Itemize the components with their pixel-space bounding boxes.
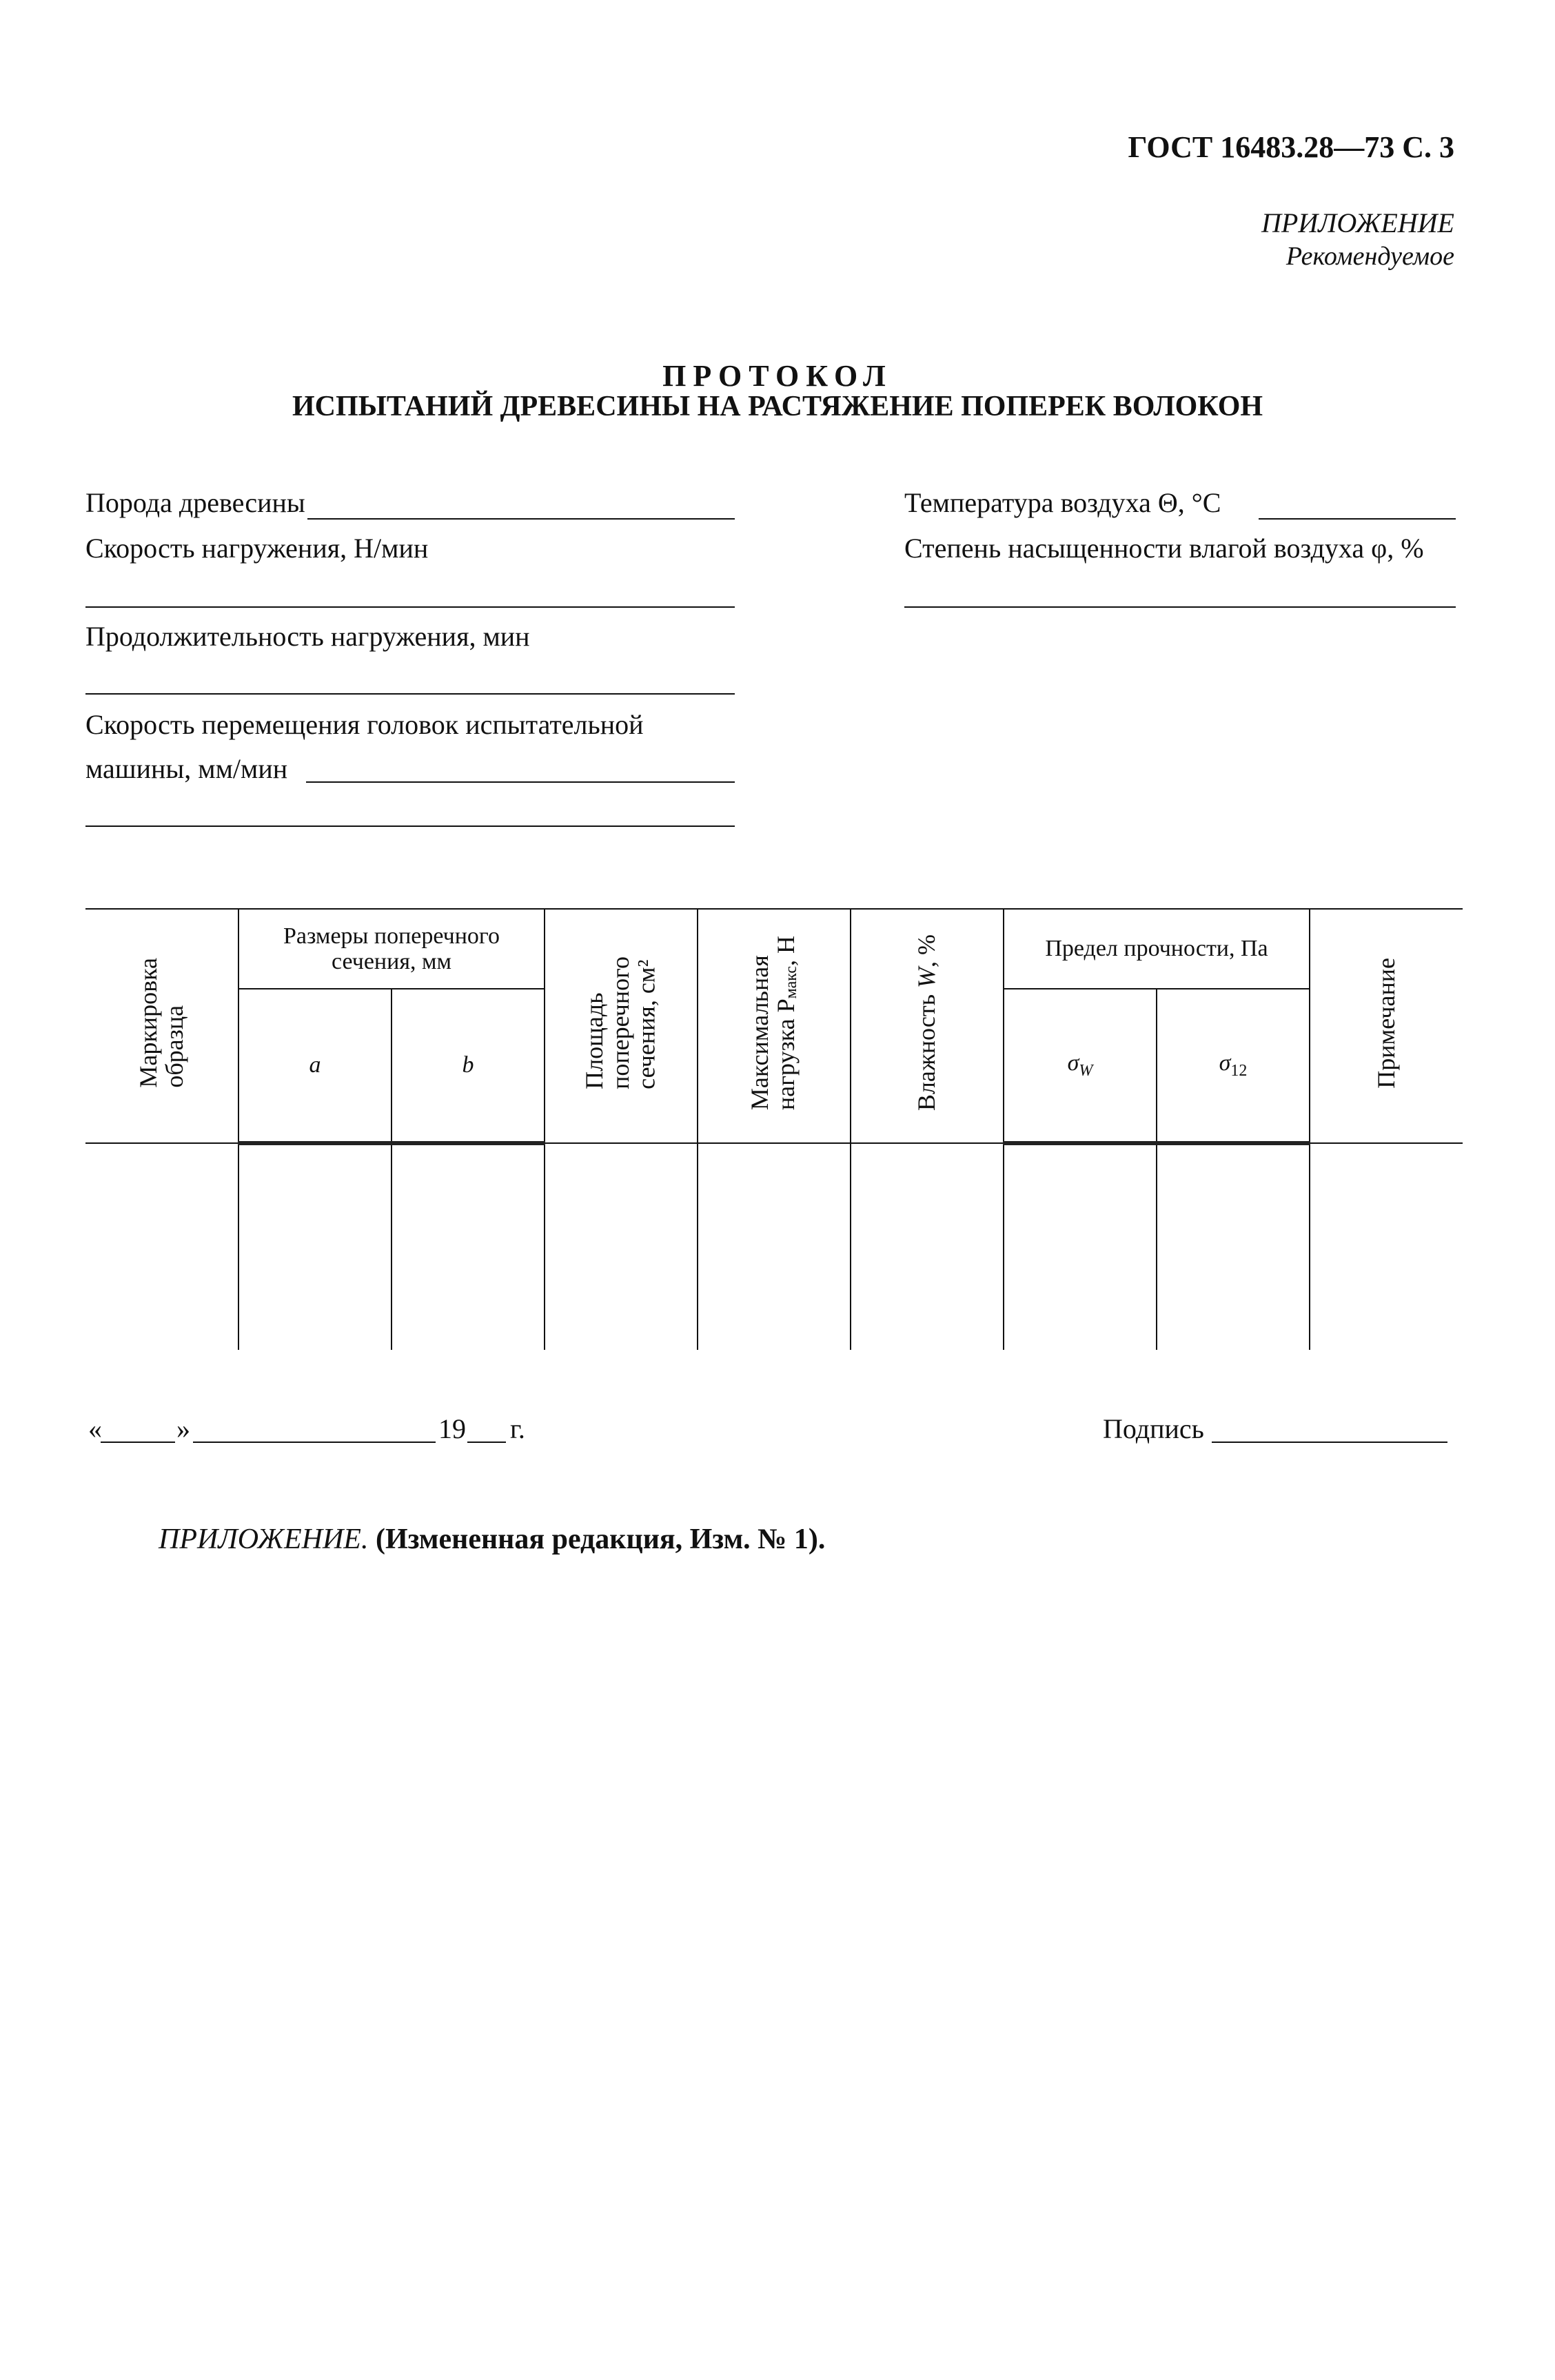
loading-duration-label: Продолжительность нагружения, мин (85, 621, 530, 652)
header-sigma-12: $\sigma_{12}$ (1157, 989, 1310, 1143)
loading-rate-line[interactable] (85, 606, 735, 608)
cell-dim-a[interactable] (238, 1143, 392, 1350)
results-table (85, 908, 1463, 1350)
header-note: Примечание (1310, 909, 1463, 1143)
cell-sigma-12[interactable] (1157, 1143, 1310, 1350)
header-sigma-w: $\sigma_W$ (1004, 989, 1157, 1143)
header-dim-a: a (238, 989, 392, 1143)
appendix-label: ПРИЛОЖЕНИЕ (1261, 207, 1454, 238)
cell-sigma-w[interactable] (1004, 1143, 1157, 1350)
air-temperature-line[interactable] (1259, 518, 1456, 520)
loading-rate-label: Скорость нагружения, Н/мин (85, 533, 429, 564)
amendment-note: ПРИЛОЖЕНИЕ. (Измененная редакция, Изм. № 1). (159, 1524, 826, 1555)
signature-label: Подпись (1103, 1413, 1204, 1444)
cell-dim-b[interactable] (392, 1143, 545, 1350)
air-temperature-label: Температура воздуха Θ, °С (904, 487, 1221, 518)
protocol-subtitle: ИСПЫТАНИЙ ДРЕВЕСИНЫ НА РАСТЯЖЕНИЕ ПОПЕРЕК ВОЛОКОН (292, 391, 1263, 422)
header-dimensions: Размеры поперечного сечения, мм (238, 909, 545, 989)
date-year-prefix: 19 (438, 1413, 466, 1444)
air-humidity-label: Степень насыщенности влагой воздуха φ, % (904, 533, 1424, 564)
cell-marking[interactable] (85, 1143, 238, 1350)
head-speed-line[interactable] (306, 781, 735, 783)
date-quote-close: » (176, 1413, 190, 1444)
header-area: Площадь поперечного сечения, см² (545, 909, 698, 1143)
head-speed-label: Скорость перемещения головок испытательной (85, 709, 644, 740)
loading-duration-line[interactable] (85, 693, 735, 695)
head-speed-extra-line[interactable] (85, 825, 735, 827)
header-marking: Маркировка образца (85, 909, 238, 1143)
head-speed-label-cont: машины, мм/мин (85, 753, 288, 784)
header-moisture: Влажность W, % (851, 909, 1004, 1143)
cell-max-load[interactable] (698, 1143, 851, 1350)
date-month-line[interactable] (193, 1442, 436, 1443)
date-year-suffix: г. (510, 1413, 525, 1444)
cell-moisture[interactable] (851, 1143, 1004, 1350)
date-day-line[interactable] (101, 1442, 175, 1443)
date-quote-open: « (88, 1413, 102, 1444)
protocol-title: ПРОТОКОЛ (662, 359, 893, 393)
header-strength: Предел прочности, Па (1004, 909, 1310, 989)
wood-species-label: Порода древесины (85, 487, 305, 518)
appendix-status: Рекомендуемое (1285, 242, 1454, 271)
signature-line[interactable] (1212, 1442, 1447, 1443)
wood-species-line[interactable] (307, 518, 735, 520)
header-max-load: Максимальная нагрузка $P_{макс}$, Н (698, 909, 851, 1143)
air-humidity-line[interactable] (904, 606, 1456, 608)
cell-note[interactable] (1310, 1143, 1463, 1350)
header-dim-b: b (392, 989, 545, 1143)
cell-area[interactable] (545, 1143, 698, 1350)
date-year-line[interactable] (467, 1442, 506, 1443)
document-code: ГОСТ 16483.28—73 С. 3 (1128, 130, 1454, 164)
